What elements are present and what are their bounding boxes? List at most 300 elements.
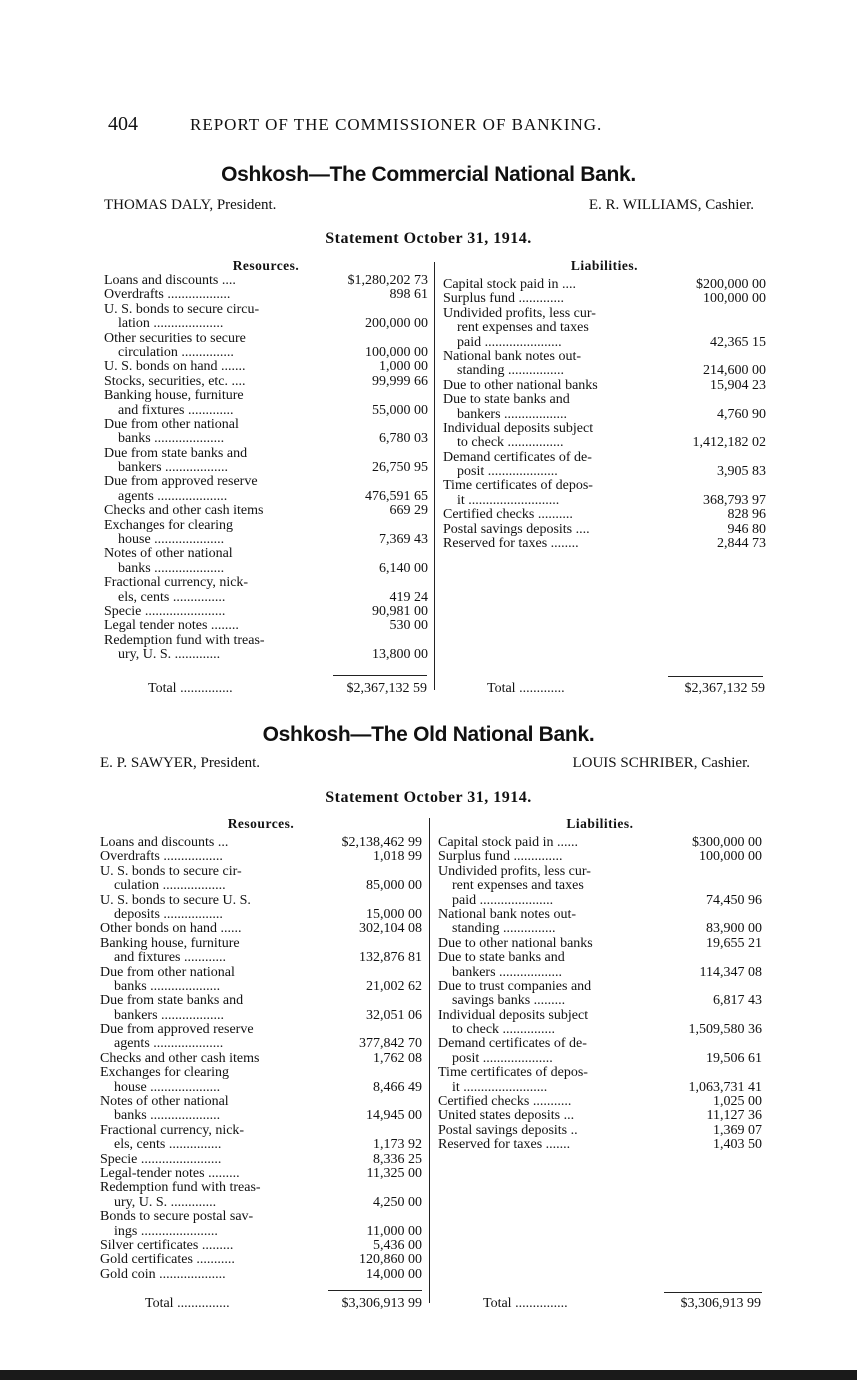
ledger-row [443,451,766,465]
ledger-item-label: Due from approved reserve [104,475,258,490]
ledger-item-amount: 5,436 00 [373,1238,422,1253]
ledger-item-amount: 898 61 [389,288,428,303]
ledger-item-label: and fixtures ............. [104,403,234,418]
ledger-item-amount: 11,325 00 [366,1166,422,1181]
ledger-item-label: culation .................. [100,879,226,894]
ledger-item-amount: 83,900 00 [706,922,762,937]
ledger-item-label: Notes of other national [100,1095,229,1110]
ledger-item-label: Undivided profits, less cur- [438,864,591,879]
ledger-item-label: rent expenses and taxes [443,321,589,336]
ledger-row [100,937,422,951]
ledger-item-label: it .......................... [443,493,560,508]
ledger-row [100,1081,422,1095]
ledger-item-amount: 1,173 92 [373,1138,422,1153]
ledger-row [104,418,428,432]
total-amount: $3,306,913 99 [341,1296,422,1311]
ledger-item-label: Loans and discounts .... [104,274,236,288]
ledger-item-amount: 100,000 00 [699,850,762,865]
ledger-item-amount [674,1009,762,1023]
ledger-row [100,1268,422,1282]
ledger-item-amount [678,451,766,465]
ledger-item-amount [678,321,766,335]
ledger-item-amount [334,1066,422,1080]
ledger-item-amount [340,332,428,346]
ledger-row [443,436,766,450]
ledger-row [104,375,428,389]
ledger-item-amount: 21,002 62 [366,979,422,994]
ledger-item-label: Specie ....................... [104,604,226,619]
ledger-row [438,994,762,1008]
ledger-item-label: rent expenses and taxes [438,879,584,894]
ledger-item-amount: 15,000 00 [366,907,422,922]
ledger-item-amount: 368,793 97 [703,493,766,508]
ledger-row [438,980,762,994]
ledger-row [104,447,428,461]
ledger-item-amount [674,1066,762,1080]
ledger-item-amount [674,865,762,879]
ledger-item-label: Undivided profits, less cur- [443,306,596,321]
resources-list [104,274,428,663]
officers-line [104,197,754,217]
ledger-item-amount [678,350,766,364]
liabilities-heading: Liabilities. [566,816,634,831]
ledger-item-label: Due from other national [100,965,235,980]
ledger-item-label: house .................... [104,533,225,548]
ledger-item-amount: 42,365 15 [710,335,766,350]
page-header [108,113,747,137]
ledger-item-label: Fractional currency, nick- [100,1123,245,1138]
ledger-row [100,1037,422,1051]
ledger-item-amount: 120,860 00 [359,1253,422,1268]
total-label: Total ............... [148,681,233,696]
ledger-item-label: Exchanges for clearing [104,518,234,533]
ledger-row [438,1138,762,1152]
total-amount: $2,367,132 59 [684,681,765,696]
ledger-row [443,465,766,479]
ledger-item-amount: 32,051 06 [366,1008,422,1023]
ledger-item-amount: 4,760 90 [717,407,766,422]
ledger-item-label: house .................... [100,1080,221,1095]
ledger-item-label: Reserved for taxes ........ [443,537,579,552]
ledger-item-amount [334,1124,422,1138]
ledger-row [443,379,766,393]
ledger-item-label: bankers .................. [100,1008,225,1023]
ledger-row [104,332,428,346]
ledger-item-label: Certified checks ........... [438,1095,572,1110]
ledger-item-label: ings ...................... [100,1224,218,1239]
ledger-item-label: to check ............... [438,1023,556,1038]
page-bottom-edge [0,1370,857,1380]
ledger-row [104,490,428,504]
ledger-item-label: U. S. bonds on hand ....... [104,360,246,375]
ledger-row [443,508,766,522]
ledger-item-amount: 3,905 83 [717,465,766,480]
ledger-item-amount: 6,817 43 [713,994,762,1009]
ledger-item-amount: 419 24 [389,590,428,605]
ledger-row [100,922,422,936]
ledger-row [438,951,762,965]
ledger-item-amount [678,479,766,493]
ledger-item-amount [334,1023,422,1037]
ledger-item-label: Silver certificates ......... [100,1238,234,1253]
ledger-item-amount: 476,591 65 [365,489,428,504]
ledger-item-label: United states deposits ... [438,1109,575,1124]
ledger-item-label: U. S. bonds to secure U. S. [100,893,251,908]
officers-line [100,755,750,775]
ledger-row [104,461,428,475]
ledger-item-label: Surplus fund .............. [438,850,563,865]
ledger-item-amount [334,994,422,1008]
resources-total-row [145,1296,422,1312]
cashier-name: E. R. WILLIAMS, Cashier. [588,197,754,213]
ledger-row [438,1009,762,1023]
ledger-row [104,576,428,590]
bank-title: Oshkosh—The Commercial National Bank. [221,163,636,186]
ledger-row [438,908,762,922]
ledger-item-label: U. S. bonds to secure circu- [104,302,260,317]
ledger-item-label: agents .................... [104,489,228,504]
ledger-item-amount: 1,000 00 [379,360,428,375]
ledger-item-amount: $200,000 00 [696,278,766,292]
ledger-row [104,533,428,547]
ledger-item-amount [334,894,422,908]
ledger-row [438,1124,762,1138]
ledger-item-amount: 26,750 95 [372,461,428,476]
ledger-item-label: bankers .................. [438,965,563,980]
ledger-item-label: standing ................ [443,364,564,379]
ledger-row [100,1181,422,1195]
ledger-item-label: Checks and other cash items [104,504,264,519]
ledger-item-label: posit .................... [438,1051,553,1066]
ledger-item-label: National bank notes out- [438,907,577,922]
ledger-item-label: Bonds to secure postal sav- [100,1210,254,1225]
ledger-row [443,307,766,321]
ledger-item-amount: 1,403 50 [713,1138,762,1153]
ledger-item-amount: 200,000 00 [365,317,428,332]
ledger-item-amount [340,576,428,590]
ledger-item-amount [340,547,428,561]
ledger-row [443,292,766,306]
ledger-row [438,836,762,850]
ledger-row [100,1196,422,1210]
ledger-item-label: Legal tender notes ........ [104,619,239,634]
ledger-item-amount [340,475,428,489]
ledger-item-label: banks .................... [104,561,225,576]
ledger-item-amount [674,908,762,922]
resources-list [100,836,422,1282]
ledger-item-label: Checks and other cash items [100,1051,260,1066]
ledger-item-label: Individual deposits subject [438,1008,589,1023]
ledger-item-label: Certified checks .......... [443,508,573,523]
ledger-item-amount: 1,412,182 02 [692,436,766,451]
ledger-item-amount: 114,347 08 [699,965,762,980]
ledger-row [443,278,766,292]
ledger-item-amount [334,1210,422,1224]
ledger-item-label: Exchanges for clearing [100,1066,230,1081]
total-rule [664,1292,762,1293]
ledger-item-label: Gold coin ................... [100,1267,226,1282]
ledger-item-label: and fixtures ............ [100,951,226,966]
ledger-row [100,1066,422,1080]
ledger-row [100,1095,422,1109]
ledger-item-label: it ........................ [438,1080,548,1095]
ledger-item-label: Fractional currency, nick- [104,576,249,591]
ledger-item-label: Other securities to secure [104,331,246,346]
ledger-row [100,1109,422,1123]
ledger-row [104,648,428,662]
ledger-row [438,1095,762,1109]
ledger-row [438,922,762,936]
ledger-row [438,894,762,908]
ledger-item-amount: 85,000 00 [366,879,422,894]
ledger-item-label: U. S. bonds to secure cir- [100,864,242,879]
ledger-row [438,1109,762,1123]
ledger-item-label: Due from approved reserve [100,1023,254,1038]
ledger-row [100,1023,422,1037]
ledger-item-label: Due to state banks and [443,393,570,408]
ledger-row [443,523,766,537]
ledger-item-amount: $2,138,462 99 [341,836,422,850]
ledger-item-label: Overdrafts ................. [100,850,223,865]
ledger-row [443,393,766,407]
ledger-item-amount: 302,104 08 [359,922,422,937]
ledger-row [438,1066,762,1080]
bank-title: Oshkosh—The Old National Bank. [262,723,595,746]
ledger-item-amount [674,879,762,893]
ledger-row [100,1167,422,1181]
ledger-item-label: Due to other national banks [438,936,593,951]
ledger-row [100,1009,422,1023]
ledger-item-label: savings banks ......... [438,994,566,1009]
ledger-item-label: ury, U. S. ............. [104,648,221,663]
ledger-row [100,1153,422,1167]
ledger-item-label: Other bonds on hand ...... [100,922,242,937]
ledger-item-label: paid ...................... [443,335,562,350]
ledger-item-label: bankers .................. [104,461,229,476]
ledger-item-label: Capital stock paid in .... [443,278,576,292]
ledger-item-label: els, cents ............... [100,1138,222,1153]
ledger-item-label: banks .................... [104,432,225,447]
ledger-item-amount: 8,466 49 [373,1080,422,1095]
ledger-row [104,619,428,633]
president-name: THOMAS DALY, President. [104,197,277,213]
total-rule [328,1290,422,1291]
ledger-row [104,303,428,317]
ledger-item-amount: 100,000 00 [365,345,428,360]
ledger-item-label: Capital stock paid in ...... [438,836,578,850]
ledger-item-label: standing ............... [438,922,556,937]
ledger-row [443,494,766,508]
ledger-row [104,605,428,619]
ledger-item-amount: 669 29 [389,504,428,519]
ledger-item-amount [334,1095,422,1109]
ledger-item-label: Demand certificates of de- [438,1037,587,1052]
ledger-item-amount: 14,945 00 [366,1109,422,1124]
statement-date: Statement October 31, 1914. [325,230,532,247]
ledger-row [100,894,422,908]
ledger-item-amount [334,1181,422,1195]
ledger-item-amount: 19,655 21 [706,936,762,951]
total-amount: $3,306,913 99 [680,1296,761,1311]
ledger-row [438,966,762,980]
total-label: Total ............... [145,1296,230,1311]
ledger-row [104,346,428,360]
ledger-item-amount: 1,018 99 [373,850,422,865]
ledger-item-label: to check ................ [443,436,564,451]
ledger-item-amount: 1,063,731 41 [688,1080,762,1095]
ledger-item-amount: 55,000 00 [372,403,428,418]
ledger-item-label: Reserved for taxes ....... [438,1138,571,1153]
ledger-item-label: banks .................... [100,1109,221,1124]
ledger-item-amount: 15,904 23 [710,378,766,393]
ledger-item-amount [340,389,428,403]
ledger-row [443,336,766,350]
ledger-item-amount: 530 00 [389,619,428,634]
ledger-item-label: banks .................... [100,979,221,994]
ledger-row [104,360,428,374]
liabilities-heading: Liabilities. [570,258,639,273]
total-amount: $2,367,132 59 [346,681,427,696]
ledger-item-label: National bank notes out- [443,349,582,364]
ledger-item-amount: 2,844 73 [717,537,766,552]
ledger-item-amount: 100,000 00 [703,292,766,307]
ledger-item-label: posit .................... [443,465,558,480]
ledger-item-label: Postal savings deposits .. [438,1123,578,1138]
ledger-row [438,879,762,893]
ledger-item-amount: 1,369 07 [713,1123,762,1138]
ledger-item-amount: 6,140 00 [379,561,428,576]
ledger-item-label: Individual deposits subject [443,421,594,436]
ledger-item-label: deposits ................. [100,907,223,922]
resources-heading: Resources. [227,816,295,831]
ledger-row [100,1239,422,1253]
ledger-item-amount: 7,369 43 [379,533,428,548]
total-label: Total ............... [483,1296,568,1311]
ledger-row [438,1023,762,1037]
ledger-item-label: agents .................... [100,1037,224,1052]
ledger-row [100,865,422,879]
ledger-item-amount: 13,800 00 [372,648,428,663]
ledger-item-label: Stocks, securities, etc. .... [104,374,246,389]
ledger-item-amount: $1,280,202 73 [347,274,428,288]
ledger-item-label: Gold certificates ........... [100,1253,235,1268]
ledger-item-amount [678,422,766,436]
ledger-item-amount [678,393,766,407]
ledger-item-amount: 1,025 00 [713,1095,762,1110]
ledger-row [438,1052,762,1066]
ledger-item-label: Due from state banks and [104,446,248,461]
ledger-row [100,908,422,922]
ledger-item-amount: 377,842 70 [359,1037,422,1052]
ledger-row [100,994,422,1008]
ledger-row [100,1225,422,1239]
ledger-row [100,850,422,864]
ledger-row [443,408,766,422]
ledger-item-label: Time certificates of depos- [443,479,593,494]
ledger-item-label: Legal-tender notes ......... [100,1166,240,1181]
ledger-row [443,321,766,335]
ledger-row [100,836,422,850]
ledger-row [104,634,428,648]
statement-date: Statement October 31, 1914. [325,789,532,806]
ledger-item-label: els, cents ............... [104,590,226,605]
ledger-item-amount: 99,999 66 [372,374,428,389]
ledger-item-amount [678,307,766,321]
ledger-row [104,519,428,533]
ledger-row [438,865,762,879]
ledger-item-amount [340,418,428,432]
column-divider [434,262,435,690]
ledger-item-label: Due to state banks and [438,951,565,966]
resources-total-row [148,681,427,697]
ledger-item-amount: 214,600 00 [703,364,766,379]
page-number: 404 [108,113,138,135]
ledger-row [100,1253,422,1267]
ledger-row [438,850,762,864]
liabilities-column [438,816,762,1153]
ledger-row [100,879,422,893]
ledger-item-amount: 11,127 36 [706,1109,762,1124]
ledger-item-amount: 4,250 00 [373,1195,422,1210]
ledger-item-label: paid ..................... [438,893,554,908]
ledger-item-label: Due from other national [104,417,239,432]
liabilities-column [443,258,766,551]
ledger-item-label: Banking house, furniture [100,936,240,951]
ledger-row [104,504,428,518]
ledger-item-label: Overdrafts .................. [104,288,231,303]
ledger-item-label: ury, U. S. ............. [100,1195,217,1210]
ledger-item-amount: 828 96 [727,508,766,523]
ledger-item-amount: 132,876 81 [359,951,422,966]
ledger-item-amount [334,865,422,879]
ledger-item-label: bankers .................. [443,407,568,422]
ledger-row [104,591,428,605]
ledger-row [100,980,422,994]
ledger-row [438,937,762,951]
ledger-row [104,389,428,403]
ledger-row [100,1210,422,1224]
resources-column [100,816,422,1282]
ledger-row [443,422,766,436]
ledger-row [104,404,428,418]
ledger-row [100,1138,422,1152]
ledger-row [104,274,428,288]
ledger-row [104,432,428,446]
ledger-item-amount: 946 80 [727,522,766,537]
liabilities-total-row [483,1296,761,1312]
ledger-row [100,1124,422,1138]
ledger-item-label: Redemption fund with treas- [104,633,265,648]
president-name: E. P. SAWYER, President. [100,755,261,771]
ledger-item-label: Due to other national banks [443,378,598,393]
ledger-row [443,537,766,551]
ledger-item-label: lation .................... [104,317,224,332]
ledger-item-amount [340,447,428,461]
cashier-name: LOUIS SCHRIBER, Cashier. [572,755,750,771]
ledger-item-amount: 1,762 08 [373,1051,422,1066]
ledger-item-label: Demand certificates of de- [443,450,592,465]
running-title: REPORT OF THE COMMISSIONER OF BANKING. [190,115,603,134]
resources-heading: Resources. [232,258,300,273]
ledger-item-amount [674,980,762,994]
ledger-item-amount: 6,780 03 [379,432,428,447]
ledger-row [104,288,428,302]
ledger-item-amount: 90,981 00 [372,604,428,619]
ledger-item-amount [674,1037,762,1051]
ledger-item-amount [334,937,422,951]
column-divider [429,818,430,1303]
ledger-row [104,547,428,561]
